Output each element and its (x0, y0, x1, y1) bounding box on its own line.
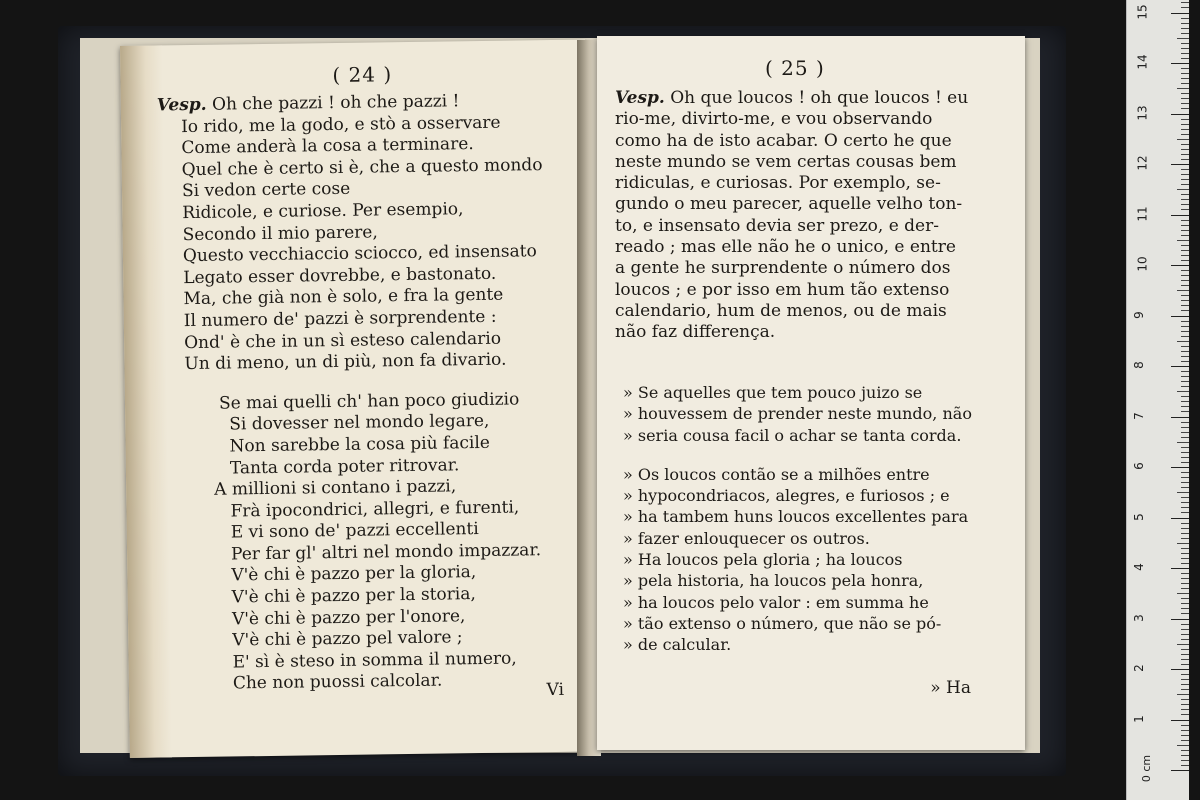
ruler-tick (1181, 331, 1189, 332)
verse-text: Un di meno, un di più, non fa divario. (184, 349, 507, 375)
ruler-tick (1181, 704, 1189, 705)
ruler-tick (1181, 740, 1189, 741)
ruler-tick (1181, 149, 1189, 150)
ruler-tick (1181, 58, 1189, 59)
ruler-tick (1181, 250, 1189, 251)
ruler-tick (1177, 189, 1189, 190)
ruler-tick (1181, 134, 1189, 135)
ruler-tick (1181, 523, 1189, 524)
ruler-tick (1181, 649, 1189, 650)
ruler-tick (1181, 725, 1189, 726)
ruler-tick (1181, 755, 1189, 756)
ruler-tick (1181, 305, 1189, 306)
ruler-tick (1181, 285, 1189, 286)
speaker-label: Vesp. (156, 94, 207, 116)
ruler-tick (1181, 174, 1189, 175)
ruler-tick (1181, 124, 1189, 125)
prose-line (615, 109, 1007, 130)
ruler-tick (1181, 43, 1189, 44)
quoted-line: » ha tambem huns loucos excellentes para (623, 507, 969, 527)
ruler-tick (1181, 750, 1189, 751)
verse-text: Per far gl' altri nel mondo impazzar. (230, 540, 542, 565)
ruler-tick (1181, 411, 1189, 412)
ruler-cm-label: 7 (1131, 411, 1146, 420)
quoted-line: » tão extenso o número, que não se pó- (623, 613, 942, 633)
ruler-tick (1171, 568, 1189, 569)
ruler-tick (1171, 467, 1189, 468)
ruler-tick (1181, 53, 1189, 54)
ruler-tick (1181, 507, 1189, 508)
prose-text: rio-me, divirto-me, e vou observando (615, 109, 933, 130)
right-catchword: » Ha (930, 678, 971, 698)
ruler-tick (1181, 437, 1189, 438)
ruler-cm-label: 12 (1135, 155, 1150, 171)
verse-text: Ridicole, e curiose. Per esempio, (182, 199, 464, 224)
ruler-tick (1181, 482, 1189, 483)
ruler-cm-label: 14 (1135, 54, 1150, 70)
ruler-tick (1181, 356, 1189, 357)
ruler-cm-label: 13 (1135, 104, 1150, 121)
prose-line (615, 152, 1007, 173)
ruler-tick (1181, 184, 1189, 185)
ruler-tick (1181, 608, 1189, 609)
ruler-tick (1181, 209, 1189, 210)
prose-line (615, 194, 1007, 215)
ruler-tick (1181, 396, 1189, 397)
ruler-tick (1181, 386, 1189, 387)
verse-text: Si vedon certe cose (181, 179, 351, 202)
ruler-tick (1181, 381, 1189, 382)
ruler-tick (1171, 63, 1189, 64)
ruler-tick (1181, 230, 1189, 231)
verse-text: Oh che pazzi ! oh che pazzi ! (211, 91, 460, 115)
left-catchword: Vi (546, 679, 565, 701)
ruler-tick (1171, 518, 1189, 519)
ruler-tick (1181, 598, 1189, 599)
ruler-tick (1177, 543, 1189, 544)
ruler-tick (1181, 634, 1189, 635)
ruler-tick (1181, 310, 1189, 311)
ruler-tick (1171, 316, 1189, 317)
ruler-tick (1181, 684, 1189, 685)
ruler-tick (1181, 760, 1189, 761)
ruler-cm-label: 3 (1131, 613, 1146, 622)
prose-line (615, 173, 1007, 194)
prose-line (615, 258, 1007, 279)
ruler-tick (1181, 432, 1189, 433)
ruler-tick (1181, 573, 1189, 574)
ruler-tick (1181, 714, 1189, 715)
verse-text: Io rido, me la godo, e stò a osservare (180, 112, 501, 137)
ruler-tick (1181, 295, 1189, 296)
ruler-tick (1181, 502, 1189, 503)
prose-line (615, 88, 1007, 109)
ruler-tick (1181, 548, 1189, 549)
quoted-line: » de calcular. (623, 635, 732, 655)
ruler-tick (1181, 735, 1189, 736)
verse-text: Se mai quelli ch' han poco giudizio (218, 389, 520, 414)
ruler-tick (1181, 583, 1189, 584)
ruler-tick (1181, 452, 1189, 453)
quoted-line: » fazer enlouquecer os outros. (623, 528, 870, 548)
ruler-tick (1181, 679, 1189, 680)
ruler-tick (1181, 447, 1189, 448)
ruler-tick (1181, 179, 1189, 180)
ruler-tick (1181, 689, 1189, 690)
paragraph-break (623, 446, 1015, 464)
verse-line (165, 669, 584, 696)
ruler-tick (1181, 462, 1189, 463)
ruler-tick (1181, 487, 1189, 488)
verse-text: A millioni si contano i pazzi, (214, 476, 457, 500)
ruler-tick (1181, 93, 1189, 94)
ruler-cm-label: 2 (1131, 664, 1146, 672)
ruler-tick (1181, 699, 1189, 700)
ruler-tick (1181, 659, 1189, 660)
verse-text: Non sarebbe la cosa più facile (229, 432, 491, 457)
ruler-tick (1181, 270, 1189, 271)
ruler-tick (1181, 326, 1189, 327)
verse-text: Si dovesser nel mondo legare, (229, 411, 490, 435)
ruler-cm-label: 10 (1135, 256, 1150, 272)
ruler-tick (1181, 553, 1189, 554)
ruler-tick (1177, 492, 1189, 493)
ruler-tick (1181, 33, 1189, 34)
ruler-tick (1181, 578, 1189, 579)
ruler-tick (1181, 624, 1189, 625)
ruler-tick (1171, 265, 1189, 266)
verse-text: Che non puossi calcolar. (232, 671, 443, 694)
prose-text: calendario, hum de menos, ou de mais (615, 300, 947, 321)
ruler-tick (1181, 538, 1189, 539)
ruler-tick (1181, 225, 1189, 226)
verse-text: Ma, che già non è solo, e fra la gente (183, 285, 504, 310)
prose-line (615, 280, 1007, 301)
ruler-tick (1181, 497, 1189, 498)
prose-text: to, e insensato devia ser prezo, e der- (615, 215, 939, 236)
verse-text: Come anderà la cosa a terminare. (181, 134, 474, 159)
verse-text: Questo vecchiaccio sciocco, ed insensato (182, 241, 537, 267)
quoted-line: » Os loucos contão se a milhões entre (623, 464, 930, 484)
ruler-tick (1181, 533, 1189, 534)
ruler-tick (1181, 220, 1189, 221)
left-page (120, 40, 595, 758)
ruler-tick (1177, 341, 1189, 342)
ruler-tick (1181, 472, 1189, 473)
ruler-tick (1177, 442, 1189, 443)
ruler-tick (1181, 159, 1189, 160)
ruler-tick (1171, 619, 1189, 620)
ruler-tick (1177, 240, 1189, 241)
ruler-tick (1181, 427, 1189, 428)
ruler-cm-label: 5 (1131, 512, 1146, 521)
ruler-tick (1177, 88, 1189, 89)
ruler-tick (1181, 361, 1189, 362)
ruler-tick (1181, 199, 1189, 200)
ruler-tick (1181, 194, 1189, 195)
ruler-tick (1171, 669, 1189, 670)
ruler-tick (1177, 391, 1189, 392)
ruler-tick (1181, 48, 1189, 49)
quoted-line: » Ha loucos pela gloria ; ha loucos (623, 550, 903, 570)
ruler-cm-label: 15 (1135, 3, 1150, 20)
left-page-number: ( 24 ) (332, 62, 393, 88)
ruler-cm-label: 8 (1131, 361, 1146, 369)
prose-text: ridiculas, e curiosas. Por exemplo, se- (615, 173, 941, 194)
ruler-tick (1181, 78, 1189, 79)
right-page-number: ( 25 ) (765, 56, 825, 80)
ruler-tick (1181, 169, 1189, 170)
ruler-tick (1181, 346, 1189, 347)
prose-line (615, 301, 1007, 322)
prose-text: loucos ; e por isso em hum tão extenso (615, 279, 950, 300)
ruler-tick (1181, 477, 1189, 478)
ruler-tick (1177, 644, 1189, 645)
ruler-tick (1181, 401, 1189, 402)
quoted-line: » hypocondriacos, alegres, e furiosos ; e (623, 486, 950, 506)
prose-text: reado ; mas elle não he o unico, e entre (615, 237, 956, 258)
quoted-line: » ha loucos pelo valor : em summa he (623, 592, 929, 612)
ruler-tick (1181, 406, 1189, 407)
ruler-tick (1181, 674, 1189, 675)
prose-line (615, 131, 1007, 152)
ruler-tick (1177, 593, 1189, 594)
italian-verse (157, 90, 584, 697)
ruler-tick (1181, 235, 1189, 236)
speaker-label: Vesp. (615, 88, 665, 108)
ruler-tick (1181, 2, 1189, 3)
ruler-tick (1181, 23, 1189, 24)
verse-text: Frà ipocondrici, allegri, e furenti, (230, 497, 520, 522)
ruler-tick (1171, 720, 1189, 721)
verse-text: V'è chi è pazzo per l'onore, (231, 605, 466, 630)
verse-text: Il numero de' pazzi è sorprendente : (183, 306, 497, 332)
ruler-tick (1181, 457, 1189, 458)
verse-text: Legato esser dovrebbe, e bastonato. (183, 263, 497, 288)
ruler-tick (1181, 245, 1189, 246)
ruler-tick (1171, 215, 1189, 216)
prose-text: não faz differença. (615, 322, 776, 343)
ruler-tick (1181, 765, 1189, 766)
right-page (597, 36, 1025, 750)
ruler-tick (1181, 709, 1189, 710)
ruler-tick (1181, 204, 1189, 205)
ruler-unit-label: 0 cm (1140, 754, 1154, 783)
prose-line (615, 237, 1007, 258)
ruler-cm-label: 9 (1131, 310, 1146, 319)
verse-text: Ond' è che in un sì esteso calendario (184, 328, 502, 353)
ruler-tick (1181, 300, 1189, 301)
quoted-line: » seria cousa facil o achar se tanta corda. (623, 425, 962, 445)
ruler-tick (1181, 83, 1189, 84)
ruler-tick (1171, 114, 1189, 115)
ruler-tick (1171, 417, 1189, 418)
ruler-tick (1181, 275, 1189, 276)
portuguese-quoted-verse (623, 382, 1015, 656)
ruler-tick (1181, 351, 1189, 352)
ruler-tick (1181, 664, 1189, 665)
ruler-tick (1181, 321, 1189, 322)
ruler-tick (1181, 280, 1189, 281)
ruler-tick (1177, 694, 1189, 695)
ruler-tick (1181, 129, 1189, 130)
ruler-tick (1181, 144, 1189, 145)
ruler-tick (1181, 422, 1189, 423)
ruler-tick (1181, 108, 1189, 109)
prose-line (615, 216, 1007, 237)
ruler-tick (1181, 563, 1189, 564)
ruler-tick (1181, 603, 1189, 604)
ruler-tick (1181, 336, 1189, 337)
ruler-tick (1181, 154, 1189, 155)
ruler-tick (1177, 745, 1189, 746)
ruler-cm-label: 4 (1131, 563, 1146, 571)
ruler-tick (1171, 164, 1189, 165)
quoted-line: » Se aquelles que tem pouco juizo se (623, 383, 923, 402)
ruler-tick (1181, 7, 1189, 8)
prose-line (615, 322, 1007, 343)
ruler-cm-label: 6 (1131, 462, 1146, 470)
portuguese-prose (615, 88, 1007, 344)
ruler-tick (1181, 119, 1189, 120)
ruler-tick (1171, 770, 1189, 771)
ruler-tick (1181, 103, 1189, 104)
ruler-tick (1181, 558, 1189, 559)
ruler-tick (1181, 639, 1189, 640)
ruler-tick (1181, 73, 1189, 74)
ruler-tick (1181, 98, 1189, 99)
ruler-tick (1181, 654, 1189, 655)
prose-text: neste mundo se vem certas cousas bem (615, 151, 957, 172)
ruler-tick (1181, 629, 1189, 630)
verse-text: V'è chi è pazzo per la gloria, (231, 562, 477, 586)
ruler-tick (1171, 366, 1189, 367)
ruler-tick (1171, 13, 1189, 14)
ruler-tick (1181, 371, 1189, 372)
ruler-tick (1181, 376, 1189, 377)
ruler-tick (1181, 18, 1189, 19)
prose-text: a gente he surprendente o número dos (615, 258, 951, 279)
ruler-tick (1181, 512, 1189, 513)
ruler-tick (1177, 38, 1189, 39)
verse-text: Tanta corda poter ritrovar. (229, 454, 460, 479)
ruler-cm-label: 11 (1135, 205, 1150, 222)
ruler-tick (1181, 260, 1189, 261)
ruler-tick (1177, 139, 1189, 140)
ruler-tick (1177, 290, 1189, 291)
quoted-line: » pela historia, ha loucos pela honra, (623, 571, 924, 591)
ruler-tick (1181, 528, 1189, 529)
ruler-tick (1181, 588, 1189, 589)
verse-text: V'è chi è pazzo pel valore ; (232, 627, 463, 651)
prose-text: gundo o meu parecer, aquelle velho ton- (615, 194, 963, 215)
verse-text: E' sì è steso in somma il numero, (232, 648, 517, 673)
ruler-cm-label: 1 (1131, 714, 1146, 723)
measurement-ruler (1126, 0, 1189, 800)
ruler-tick (1181, 28, 1189, 29)
verse-text: Quel che è certo si è, che a questo mondo (181, 154, 543, 180)
verse-text: V'è chi è pazzo per la storia, (231, 584, 476, 608)
ruler-tick (1181, 613, 1189, 614)
quoted-line: » houvessem de prender neste mundo, não (623, 404, 972, 424)
verse-text: E vi sono de' pazzi eccellenti (230, 519, 479, 543)
ruler-tick (1181, 255, 1189, 256)
ruler-tick (1181, 68, 1189, 69)
prose-text: como ha de isto acabar. O certo he que (615, 130, 952, 151)
ruler-tick (1181, 730, 1189, 731)
verse-text: Secondo il mio parere, (182, 221, 378, 245)
prose-text: Oh que loucos ! oh que loucos ! eu (670, 88, 969, 108)
